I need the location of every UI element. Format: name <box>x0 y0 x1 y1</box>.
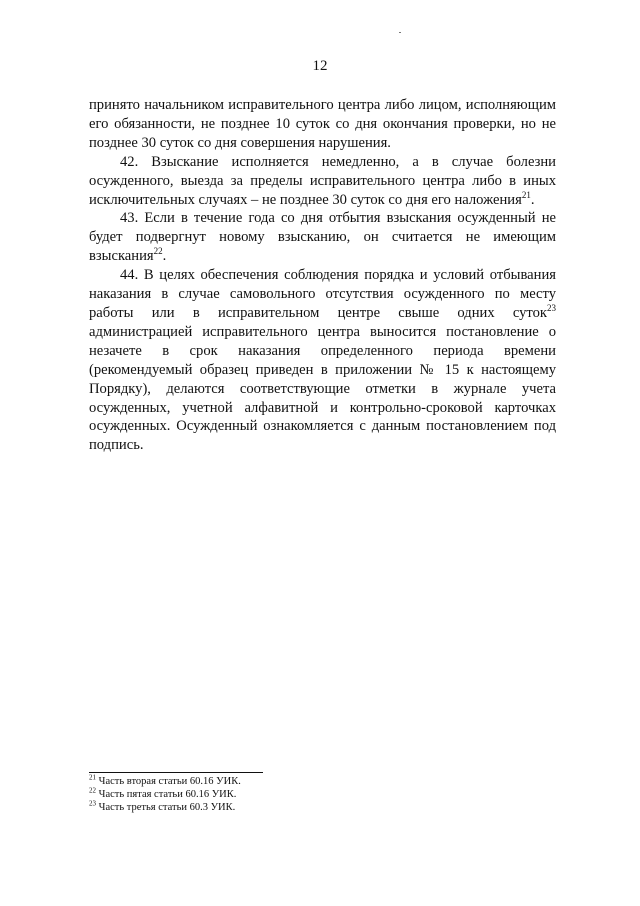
paragraph-text: 44. В целях обеспечения соблюдения порядка и условий отбывания наказания в случае самовольного отсутствия осужденного по месту работы или в исправительном центре свыше одних суток <box>89 267 556 321</box>
paragraph-44 <box>89 266 556 455</box>
footnote-number: 22 <box>89 786 96 795</box>
page-number: 12 <box>312 58 328 74</box>
paragraph-43 <box>89 209 556 266</box>
paragraph-text: принято начальником исправительного центра либо лицом, исполняющим его обязанности, не позднее 10 суток со дня окончания проверки, но не позднее 30 суток со дня совершения нарушения. <box>89 97 556 151</box>
paragraph-tail: . <box>530 191 535 208</box>
footnote-reference: 23 <box>547 303 556 314</box>
footnote-divider <box>89 772 263 773</box>
footnote-23 <box>89 799 489 815</box>
scan-speck <box>399 32 401 33</box>
document-body <box>89 96 556 455</box>
footnote-text: Часть пятая статьи 60.16 УИК. <box>96 788 237 800</box>
paragraph-continuation <box>89 96 556 153</box>
paragraph-42 <box>89 153 556 210</box>
paragraph-text-continued: администрацией исправительного центра выносится постановление о незачете в срок наказания определенного периода времени (рекомендуемый образец приведен в приложении № 15 к настоящему Порядку), делаются соответствующие отметки в журнале учета осужденных, учетной алфавитной и контрольно-сроковой карточках осужденных. Осужденный ознакомляется с данным постановлением под подпись. <box>89 323 556 454</box>
footnotes <box>89 773 489 814</box>
paragraph-text: 43. Если в течение года со дня отбытия взыскания осужденный не будет подвергнут новому взысканию, он считается не имеющим взыскания <box>89 210 556 265</box>
footnote-number: 23 <box>89 799 96 808</box>
footnote-reference: 21 <box>521 189 531 200</box>
footnote-number: 21 <box>89 773 96 782</box>
footnote-22 <box>89 786 489 802</box>
footnote-reference: 22 <box>153 246 163 257</box>
footnote-text: Часть третья статьи 60.3 УИК. <box>96 801 236 813</box>
footnote-text: Часть вторая статьи 60.16 УИК. <box>96 776 241 787</box>
paragraph-text: 42. Взыскание исполняется немедленно, а в случае болезни осужденного, выезда за пределы исправительного центра либо в иных исключительных случаях – не позднее 30 суток со дня его наложения <box>89 153 556 208</box>
paragraph-tail: . <box>162 248 167 265</box>
footnote-21 <box>89 773 489 789</box>
